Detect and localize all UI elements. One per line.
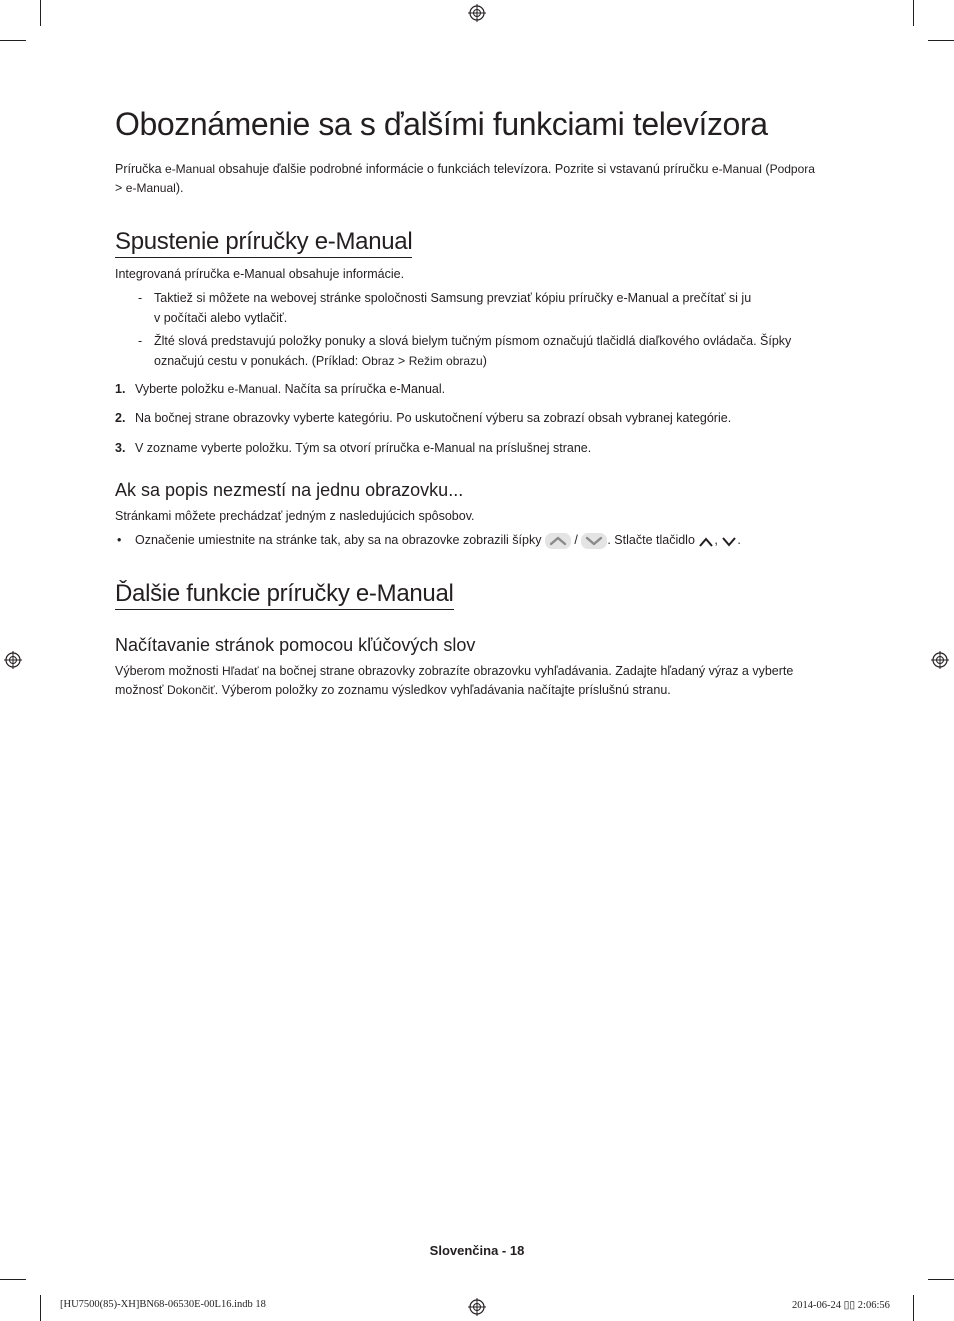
note-2-line-1: Žlté slová predstavujú položky ponuky a slová bielym tučným písmom označujú tlačidlá diaľkového ovládača. Šípky: [154, 334, 792, 348]
print-slug-date: 2014-06-24 ▯▯ 2:06:56: [792, 1300, 890, 1311]
page-number: Slovenčina - 18: [429, 1243, 525, 1258]
menu-keyword: e-Manual: [227, 382, 278, 396]
chevron-down-icon: [721, 535, 737, 547]
menu-keyword: Režim obrazu: [408, 354, 483, 368]
bullet-text: Označenie umiestnite na stránke tak, aby sa na obrazovke zobrazili šípky / . Stlačte tlačidlo , .: [135, 533, 741, 547]
intro-line-1: Príručka e-Manual obsahuje ďalšie podrobné informácie o funkciách televízora. Pozrite si vstavanú príručku e-Manual (Podpora: [115, 162, 815, 176]
section-heading-start-emanual: Spustenie príručky e-Manual: [115, 228, 412, 258]
crop-mark: [0, 1279, 26, 1280]
menu-keyword: e-Manual: [125, 181, 176, 195]
crop-mark: [40, 0, 41, 26]
step-2-text: Na bočnej strane obrazovky vyberte kategóriu. Po uskutočnení výberu sa zobrazí obsah vybranej kategórie.: [135, 411, 732, 425]
registration-mark-icon: [4, 651, 22, 669]
crop-mark: [913, 1295, 914, 1321]
registration-mark-icon: [468, 1298, 486, 1316]
registration-mark-icon: [468, 4, 486, 22]
intro-line-2: > e-Manual).: [115, 181, 184, 195]
note-2-line-2: označujú cestu v ponukách. (Príklad: Obraz > Režim obrazu): [154, 354, 487, 368]
down-arrow-button-icon: [581, 533, 607, 549]
print-slug-file: [HU7500(85)-XH]BN68-06530E-00L16.indb 18: [60, 1299, 266, 1310]
page-title: Oboznámenie sa s ďalšími funkciami televízora: [115, 106, 768, 142]
crop-mark: [0, 40, 26, 41]
step-number: 2.: [115, 411, 126, 425]
step-3-text: V zozname vyberte položku. Tým sa otvorí príručka e-Manual na príslušnej strane.: [135, 441, 592, 455]
menu-keyword: Podpora: [769, 162, 815, 176]
subsection-heading-overflow: Ak sa popis nezmestí na jednu obrazovku...: [115, 480, 464, 500]
step-number: 3.: [115, 441, 126, 455]
keywords-line-1: Výberom možnosti Hľadať na bočnej strane obrazovky zobrazíte obrazovku vyhľadávania. Zadajte hľadaný výraz a vyberte: [115, 664, 794, 678]
section-lead: Integrovaná príručka e-Manual obsahuje informácie.: [115, 267, 405, 281]
subsection-heading-keywords: Načítavanie stránok pomocou kľúčových slov: [115, 635, 476, 655]
note-1-line-1: Taktiež si môžete na webovej stránke spoločnosti Samsung prevziať kópiu príručky e-Manual a prečítať si ju: [154, 291, 752, 305]
subsection-lead: Stránkami môžete prechádzať jedným z nasledujúcich spôsobov.: [115, 509, 475, 523]
menu-keyword: Obraz: [361, 354, 395, 368]
menu-keyword: e-Manual: [165, 162, 216, 176]
crop-mark: [928, 40, 954, 41]
note-1-line-2: v počítači alebo vytlačiť.: [154, 311, 288, 325]
registration-mark-icon: [931, 651, 949, 669]
note-dash: -: [138, 334, 143, 348]
crop-mark: [928, 1279, 954, 1280]
up-arrow-button-icon: [545, 533, 571, 549]
crop-mark: [913, 0, 914, 26]
note-dash: -: [138, 291, 143, 305]
menu-keyword: Hľadať: [221, 664, 259, 678]
chevron-up-icon: [698, 535, 714, 547]
menu-keyword: e-Manual: [711, 162, 762, 176]
step-1-text: Vyberte položku e-Manual. Načíta sa príručka e-Manual.: [135, 382, 446, 396]
step-number: 1.: [115, 382, 126, 396]
menu-keyword: Dokončiť: [166, 683, 215, 697]
keywords-line-2: možnosť Dokončiť. Výberom položky zo zoznamu výsledkov vyhľadávania načítajte príslušnú stranu.: [115, 683, 671, 697]
section-heading-more-functions: Ďalšie funkcie príručky e-Manual: [115, 580, 454, 610]
bullet: •: [117, 533, 122, 547]
crop-mark: [40, 1295, 41, 1321]
